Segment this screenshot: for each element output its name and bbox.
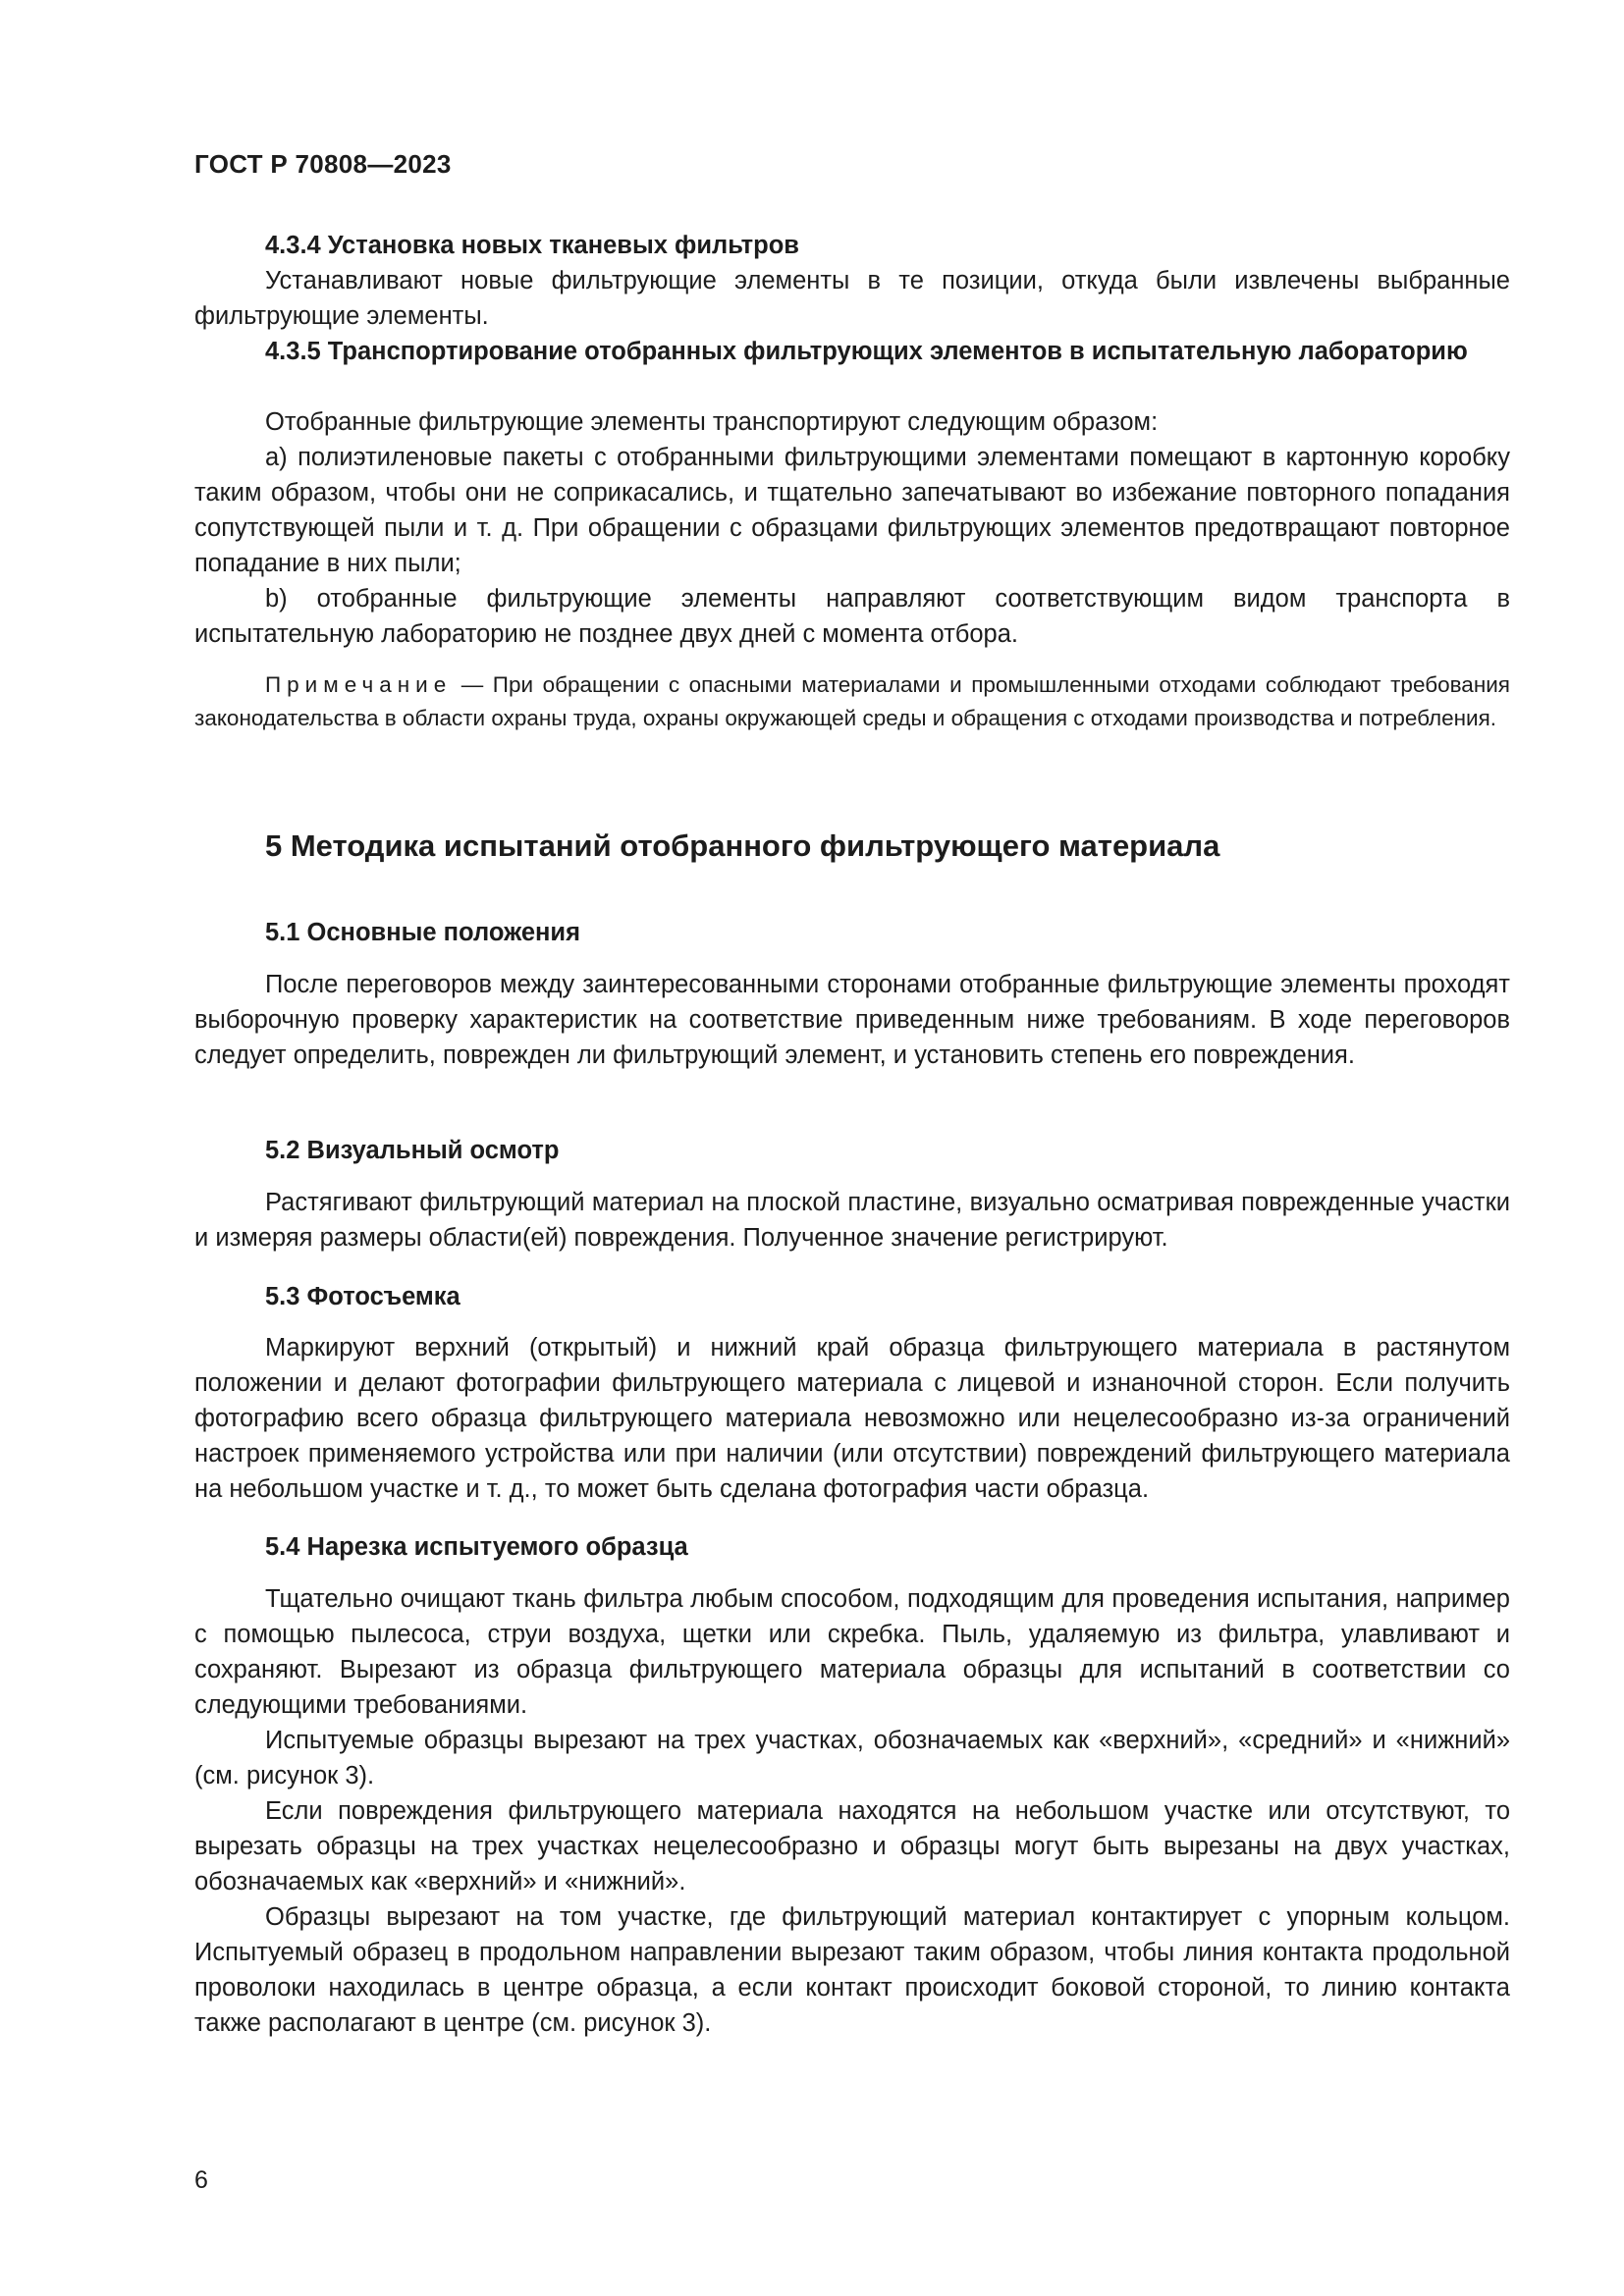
heading-5-3: 5.3 Фотосъемка: [265, 1283, 460, 1310]
page-number: 6: [194, 2166, 208, 2194]
note-label: Примечание: [265, 672, 453, 697]
section-5-title: 5 Методика испытаний отобранного фильтрующего материала: [265, 828, 1220, 863]
heading-5-2: 5.2 Визуальный осмотр: [265, 1137, 560, 1164]
paragraph-5-3: Маркируют верхний (открытый) и нижний край образца фильтрующего материала в растянутом положении и делают фотографии фильтрующего материала с лицевой и изнаночной сторон. Если получить фотографию всего образца фильтрующего материала невозможно или нецелесообразно из-за ограничений настроек применяемого устройства или при наличии (или отсутствии) повреждений фильтрующего материала на небольшом участке и т. д., то может быть сделана фотография части образца.: [194, 1334, 1510, 1503]
heading-4-3-5: 4.3.5 Транспортирование отобранных фильтрующих элементов в испытательную лабораторию: [265, 338, 1468, 365]
paragraph-5-4-3: Если повреждения фильтрующего материала находятся на небольшом участке или отсутствуют, то вырезать образцы на трех участках нецелесообразно и образцы могут быть вырезаны на двух участках, обозначаемых как «верхний» и «нижний».: [194, 1797, 1510, 1896]
heading-4-3-4: 4.3.4 Установка новых тканевых фильтров: [265, 232, 799, 259]
note-text: — При обращении с опасными материалами и промышленными отходами соблюдают требования законодательства в области охраны труда, охраны окружающей среды и обращения с отходами производства и потребления.: [194, 672, 1510, 730]
note: [194, 668, 1510, 735]
list-item-a: a) полиэтиленовые пакеты с отобранными фильтрующими элементами помещают в картонную коробку таким образом, чтобы они не соприкасались, и тщательно запечатывают во избежание повторного попадания сопутствующей пыли и т. д. При обращении с образцами фильтрующих элементов предотвращают повторное попадание в них пыли;: [194, 444, 1510, 577]
paragraph-5-1: После переговоров между заинтересованными сторонами отобранные фильтрующие элементы проходят выборочную проверку характеристик на соответствие приведенным ниже требованиям. В ходе переговоров следует определить, поврежден ли фильтрующий элемент, и установить степень его повреждения.: [194, 971, 1510, 1069]
paragraph-4-3-5-intro: Отобранные фильтрующие элементы транспортируют следующим образом:: [265, 408, 1159, 436]
heading-5-4: 5.4 Нарезка испытуемого образца: [265, 1533, 688, 1561]
heading-5-1: 5.1 Основные положения: [265, 919, 580, 946]
paragraph-5-4-4: Образцы вырезают на том участке, где фильтрующий материал контактирует с упорным кольцом. Испытуемый образец в продольном направлении вырезают таким образом, чтобы линия контакта продольной проволоки находилась в центре образца, а если контакт происходит боковой стороной, то линию контакта также располагают в центре (см. рисунок 3).: [194, 1903, 1510, 2037]
list-item-b: b) отобранные фильтрующие элементы направляют соответствующим видом транспорта в испытательную лабораторию не позднее двух дней с момента отбора.: [194, 585, 1510, 648]
document-header: ГОСТ Р 70808—2023: [194, 149, 452, 179]
paragraph-5-4-2: Испытуемые образцы вырезают на трех участках, обозначаемых как «верхний», «средний» и «нижний» (см. рисунок 3).: [194, 1727, 1510, 1789]
paragraph-5-2: Растягивают фильтрующий материал на плоской пластине, визуально осматривая поврежденные участки и измеряя размеры области(ей) повреждения. Полученное значение регистрируют.: [194, 1189, 1510, 1252]
paragraph-5-4-1: Тщательно очищают ткань фильтра любым способом, подходящим для проведения испытания, например с помощью пылесоса, струи воздуха, щетки или скребка. Пыль, удаляемую из фильтра, улавливают и сохраняют. Вырезают из образца фильтрующего материала образцы для испытаний в соответствии со следующими требованиями.: [194, 1585, 1510, 1719]
paragraph-4-3-4: Устанавливают новые фильтрующие элементы в те позиции, откуда были извлечены выбранные фильтрующие элементы.: [194, 267, 1510, 330]
